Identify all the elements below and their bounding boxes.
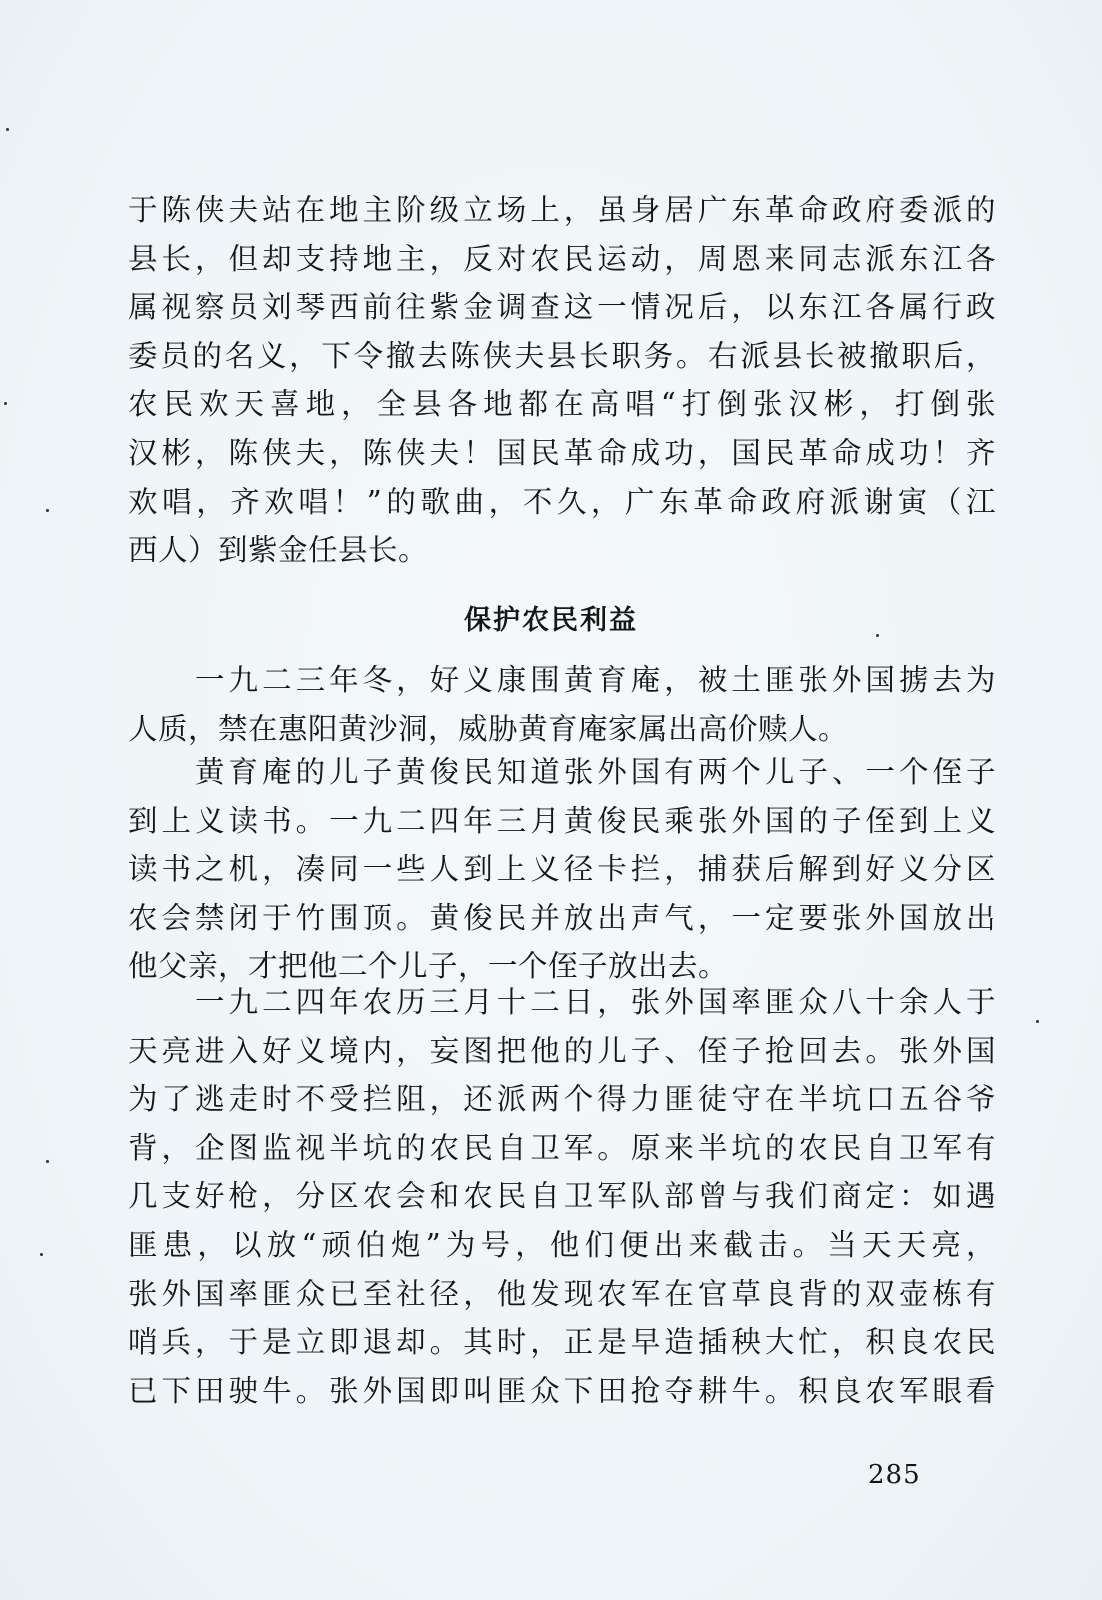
paragraph-2 [128,748,996,991]
top-paragraph [128,186,996,575]
text-line: 县长，但却支持地主，反对农民运动，周恩来同志派东江各 [128,241,996,276]
scan-speck [1036,1020,1039,1023]
text-line: 农民欢天喜地，全县各地都在高唱“打倒张汉彬，打倒张 [128,387,996,422]
text-line: 背，企图监视半坑的农民自卫军。原来半坑的农民自卫军有 [128,1130,996,1165]
scan-speck [40,1253,43,1256]
text-line: 张外国率匪众已至社径，他发现农军在官草良背的双壶栋有 [128,1276,996,1311]
paragraph-3 [128,978,996,1415]
scan-speck [46,1160,49,1163]
text-line: 西人）到紫金任县长。 [128,533,429,568]
section-title: 保护农民利益 [464,605,638,636]
text-line: 他父亲，才把他二个儿子，一个侄子放出去。 [128,949,729,984]
text-line: 天亮进入好义境内，妄图把他的儿子、侄子抢回去。张外国 [128,1033,996,1068]
scan-speck [6,128,9,131]
text-line: 人质，禁在惠阳黄沙洞，威胁黄育庵家属出高价赎人。 [128,711,849,746]
text-line: 已下田驶牛。张外国即叫匪众下田抢夺耕牛。积良农军眼看 [128,1373,996,1408]
page-number: 285 [868,1460,921,1490]
text-line: 几支好枪，分区农会和农民自卫军队部曾与我们商定：如遇 [128,1179,996,1214]
paragraph-1 [128,656,996,753]
text-line: 于陈侠夫站在地主阶级立场上，虽身居广东革命政府委派的 [128,193,996,227]
scan-speck [4,402,7,405]
text-line: 委员的名义，下令撤去陈侠夫县长职务。右派县长被撤职后， [128,338,996,373]
text-line: 读书之机，凑同一些人到上义径卡拦，捕获后解到好义分区 [128,852,996,887]
text-line: 哨兵，于是立即退却。其时，正是早造插秧大忙，积良农民 [128,1325,996,1360]
text-line: 欢唱，齐欢唱！”的歌曲，不久，广东革命政府派谢寅（江 [128,484,996,519]
text-line: 汉彬，陈侠夫，陈侠夫！国民革命成功，国民革命成功！齐 [128,435,996,470]
text-line: 为了逃走时不受拦阻，还派两个得力匪徒守在半坑口五谷爷 [128,1082,996,1117]
text-line: 黄育庵的儿子黄俊民知道张外国有两个儿子、一个侄子 [128,755,996,789]
text-line: 一九二三年冬，好义康围黄育庵，被土匪张外国掳去为 [128,663,996,697]
text-line: 匪患，以放“顽伯炮”为号，他们便出来截击。当天天亮， [128,1227,996,1262]
scan-speck [46,509,49,512]
text-line: 一九二四年农历三月十二日，张外国率匪众八十余人于 [128,985,996,1019]
text-line: 农会禁闭于竹围顶。黄俊民并放出声气，一定要张外国放出 [128,900,996,935]
text-line: 属视察员刘琴西前往紫金调查这一情况后，以东江各属行政 [128,290,996,325]
text-line: 到上义读书。一九二四年三月黄俊民乘张外国的子侄到上义 [128,803,996,838]
